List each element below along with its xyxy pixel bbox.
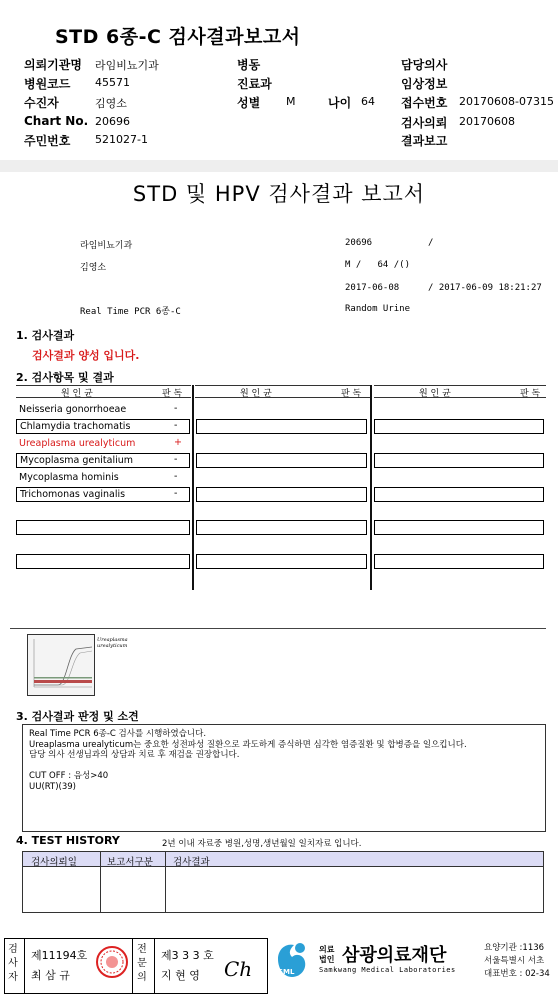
- positive-result-text: 검사결과 양성 입니다.: [32, 349, 140, 362]
- pathogen-item: Chlamydia trachomatis: [16, 419, 190, 434]
- org-prefix-line: 의료: [319, 945, 335, 954]
- opinion-line: CUT OFF : 음성>40: [29, 771, 109, 781]
- empty-result-cell: [16, 554, 190, 569]
- footer-divider: [154, 938, 155, 994]
- patient-value: 김영소: [95, 97, 127, 110]
- pathogen-item: Neisseria gonorrhoeae: [19, 404, 127, 415]
- age-value: 64: [361, 95, 375, 108]
- specialist-name: 지 현 영: [161, 969, 200, 982]
- empty-result-cell: [196, 554, 367, 569]
- receipt-no-value: 20170608-07315: [459, 95, 554, 108]
- age-label: 나이: [328, 96, 352, 110]
- opinion-line: 담당 의사 선생님과의 상담과 치료 후 재검을 권장합니다.: [29, 750, 240, 760]
- empty-result-cell: [196, 419, 367, 434]
- graph-legend: [97, 637, 128, 649]
- request-value: 20170608: [459, 115, 515, 128]
- history-col-divider: [100, 852, 101, 912]
- org-prefix-line: 법인: [319, 955, 335, 964]
- pathogen-sign: -: [174, 403, 178, 414]
- pathogen-sign: -: [174, 454, 178, 465]
- history-col-divider: [165, 852, 166, 912]
- opinion-line: UU(RT)(39): [29, 781, 77, 792]
- results-header-group-2: [195, 385, 370, 398]
- empty-result-cell: [374, 419, 544, 434]
- ward-label: 병동: [237, 58, 261, 72]
- clinical-info-label: 임상정보: [401, 77, 448, 91]
- sex-value: M: [286, 95, 296, 108]
- pathogen-item-positive: Ureaplasma urealyticum: [19, 438, 136, 449]
- empty-result-cell: [196, 520, 367, 535]
- org-contact-line: 요양기관 :1136: [484, 943, 545, 953]
- empty-result-cell: [374, 520, 544, 535]
- report-request-date: 2017-06-08: [345, 283, 400, 293]
- sex-label: 성별: [237, 96, 261, 110]
- examiner-no: 제11194호: [31, 949, 88, 962]
- pathogen-item: Mycoplasma hominis: [19, 472, 119, 483]
- section4-title: 4. TEST HISTORY: [16, 834, 120, 847]
- pathogen-sign: -: [174, 488, 178, 499]
- empty-result-cell: [374, 554, 544, 569]
- org-prefix: [319, 945, 334, 965]
- institution-value: 라임비뇨기과: [95, 59, 159, 72]
- section3-title: 3. 검사결과 판정 및 소견: [16, 710, 139, 723]
- graph-legend-line: urealyticum: [97, 643, 128, 649]
- department-label: 진료과: [237, 77, 272, 91]
- receipt-no-label: 접수번호: [401, 96, 448, 110]
- report-report-date: / 2017-06-09 18:21:27: [428, 283, 542, 293]
- specialist-no: 제3 3 3 호: [161, 949, 214, 962]
- chart-label: Chart No.: [24, 114, 89, 128]
- pathogen-sign-positive: +: [174, 437, 182, 448]
- empty-result-cell: [16, 520, 190, 535]
- report-institution: 라임비뇨기과: [80, 241, 133, 251]
- header-title: STD 6종-C 검사결과보고서: [55, 26, 301, 48]
- graph-top-rule: [10, 628, 546, 629]
- col-judgement: 판 독: [520, 389, 541, 399]
- report-specimen: Random Urine: [345, 304, 411, 314]
- empty-result-cell: [374, 487, 544, 502]
- opinion-line: Real Time PCR 6종-C 검사를 시행하였습니다.: [29, 729, 207, 739]
- examiner-seal-icon: [95, 945, 129, 979]
- empty-result-cell: [374, 453, 544, 468]
- org-contact-line: 대표번호 : 02-34: [484, 969, 550, 979]
- history-note: 2년 이내 자료중 병원,성명,생년월일 일치자료 입니다.: [162, 839, 362, 849]
- opinion-line: Ureaplasma urealyticum는 중요한 성전파성 질환으로 과도하게 증식하면 심각한 염증질환 및 합병증을 일으킵니다.: [29, 739, 467, 750]
- report-sex-age: M / 64 /(): [345, 260, 411, 270]
- results-header-group-3: [374, 385, 546, 398]
- org-contact: [484, 942, 550, 981]
- patient-label: 수진자: [24, 96, 59, 110]
- report-header: [0, 0, 558, 168]
- report-title: STD 및 HPV 검사결과 보고서: [132, 182, 426, 206]
- history-col-result: 검사결과: [173, 857, 210, 868]
- hospital-code-label: 병원코드: [24, 77, 71, 91]
- history-col-date: 검사의뢰일: [31, 857, 77, 868]
- column-divider: [192, 385, 194, 590]
- org-name-en: Samkwang Medical Laboratories: [319, 966, 456, 974]
- col-judgement: 판 독: [162, 389, 183, 399]
- result-report-label: 결과보고: [401, 134, 448, 148]
- pathogen-item: Trichomonas vaginalis: [16, 487, 190, 502]
- empty-result-cell: [196, 453, 367, 468]
- report-footer: [0, 935, 558, 1003]
- rrn-value: 521027-1: [95, 133, 148, 146]
- org-name: 삼광의료재단: [342, 945, 447, 966]
- footer-divider: [132, 938, 133, 994]
- examiner-label: 검사자: [8, 944, 18, 983]
- section2-title: 2. 검사항목 및 결과: [16, 371, 114, 384]
- report-chart-no: 20696: [345, 238, 373, 248]
- col-judgement: 판 독: [341, 389, 362, 399]
- doctor-label: 담당의사: [401, 58, 448, 72]
- report-test-name: Real Time PCR 6종-C: [80, 307, 181, 317]
- history-header-row: [23, 852, 543, 867]
- rrn-label: 주민번호: [24, 134, 71, 148]
- results-header-group-1: [16, 385, 191, 398]
- specialist-signature: Ch: [224, 957, 253, 981]
- graph-legend-line: Ureaplasma: [97, 637, 128, 643]
- sml-logo-text: SML: [278, 968, 295, 976]
- opinion-line: [29, 761, 539, 772]
- report-patient: 김영소: [80, 263, 107, 273]
- column-divider: [370, 385, 372, 590]
- page-separator: [0, 160, 558, 172]
- amplification-graph: [27, 634, 95, 696]
- pathogen-sign: -: [174, 420, 178, 431]
- history-table: [22, 851, 544, 913]
- history-col-type: 보고서구분: [107, 857, 153, 868]
- pathogen-item: Mycoplasma genitalium: [16, 453, 190, 468]
- institution-label: 의뢰기관명: [24, 58, 82, 72]
- specialist-label: 전문의: [137, 944, 147, 983]
- examiner-name: 최 삼 규: [31, 969, 70, 982]
- col-pathogen: 원 인 균: [240, 389, 272, 399]
- col-pathogen: 원 인 균: [61, 389, 93, 399]
- report-chart-slash: /: [428, 238, 434, 248]
- pathogen-sign: -: [174, 471, 178, 482]
- opinion-box: [22, 724, 546, 832]
- hospital-code-value: 45571: [95, 76, 130, 89]
- org-contact-line: 서울특별시 서초: [484, 956, 545, 966]
- request-label: 검사의뢰: [401, 116, 448, 130]
- footer-divider: [24, 938, 25, 994]
- section1-title: 1. 검사결과: [16, 329, 75, 342]
- empty-result-cell: [196, 487, 367, 502]
- chart-value: 20696: [95, 115, 130, 128]
- col-pathogen: 원 인 균: [419, 389, 451, 399]
- amplification-curve-icon: [28, 635, 94, 695]
